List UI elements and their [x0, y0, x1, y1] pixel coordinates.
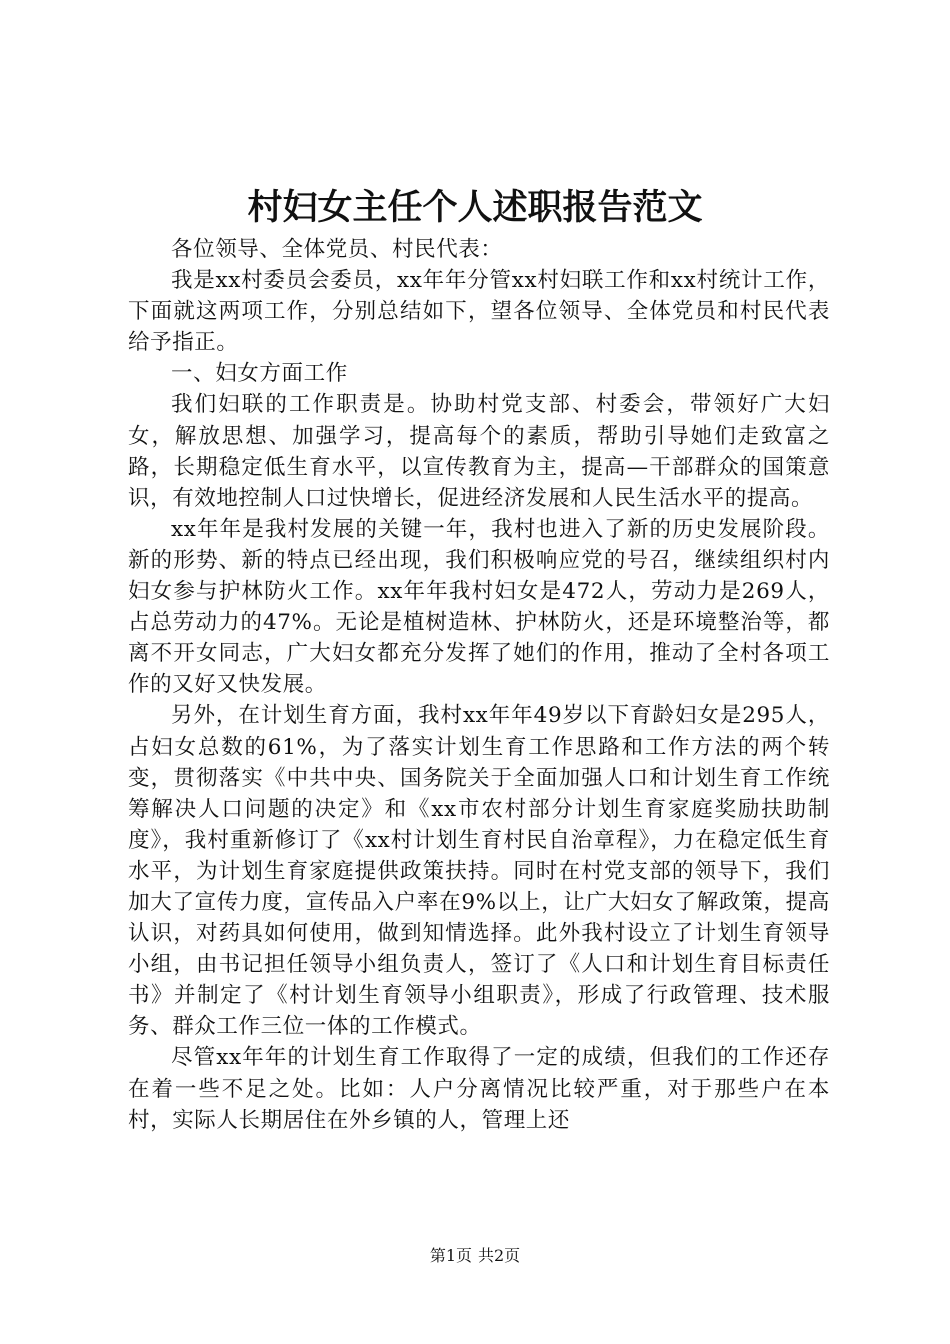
- section-heading: 一、妇女方面工作: [171, 361, 348, 387]
- body-paragraph: 另外，在计划生育方面，我村xx年年49岁以下育龄妇女是295人，占妇女总数的61%，为了落实计划生育工作思路和工作方法的两个转变，贯彻落实《中共中央、国务院关于全面加强人口和计划生育工作统筹解决人口问题的决定》和《xx市农村部分计划生育家庭奖励扶助制度》，我村重新修订了《xx村计划生育村民自治章程》，力在稳定低生育水平，为计划生育家庭提供政策扶持。同时在村党支部的领导下，我们加大了宣传力度，宣传品入户率在9%以上，让广大妇女了解政策，提高认识，对药具如何使用，做到知情选择。此外我村设立了计划生育领导小组，由书记担任领导小组负责人，签订了《人口和计划生育目标责任书》并制定了《村计划生育领导小组职责》，形成了行政管理、技术服务、群众工作三位一体的工作模式。: [128, 703, 830, 1040]
- page-footer: [0, 1244, 950, 1268]
- body-paragraph: 尽管xx年年的计划生育工作取得了一定的成绩，但我们的工作还存在着一些不足之处。比如：人户分离情况比较严重，对于那些户在本村，实际人长期居住在外乡镇的人，管理上还: [128, 1045, 830, 1133]
- page-number: 第1页: [429, 1246, 472, 1265]
- document-body: [128, 234, 830, 1136]
- body-paragraph: 我们妇联的工作职责是。协助村党支部、村委会，带领好广大妇女，解放思想、加强学习，提高每个的素质，帮助引导她们走致富之路，长期稳定低生育水平，以宣传教育为主，提高—干部群众的国策意识，有效地控制人口过快增长，促进经济发展和人民生活水平的提高。: [128, 392, 830, 511]
- document-title: 村妇女主任个人述职报告范文: [247, 187, 703, 228]
- page-total: 共2页: [478, 1246, 521, 1265]
- body-paragraph: xx年年是我村发展的关键一年，我村也进入了新的历史发展阶段。新的形势、新的特点已经出现，我们积极响应党的号召，继续组织村内妇女参与护林防火工作。xx年年我村妇女是472人，劳动力是269人，占总劳动力的47%。无论是植树造林、护林防火，还是环境整治等，都离不开女同志，广大妇女都充分发挥了她们的作用，推动了全村各项工作的又好又快发展。: [128, 516, 830, 698]
- salutation-paragraph: 各位领导、全体党员、村民代表：: [171, 237, 503, 262]
- intro-paragraph: 我是xx村委员会委员，xx年年分管xx村妇联工作和xx村统计工作，下面就这两项工作，分别总结如下，望各位领导、全体党员和村民代表给予指正。: [128, 268, 830, 356]
